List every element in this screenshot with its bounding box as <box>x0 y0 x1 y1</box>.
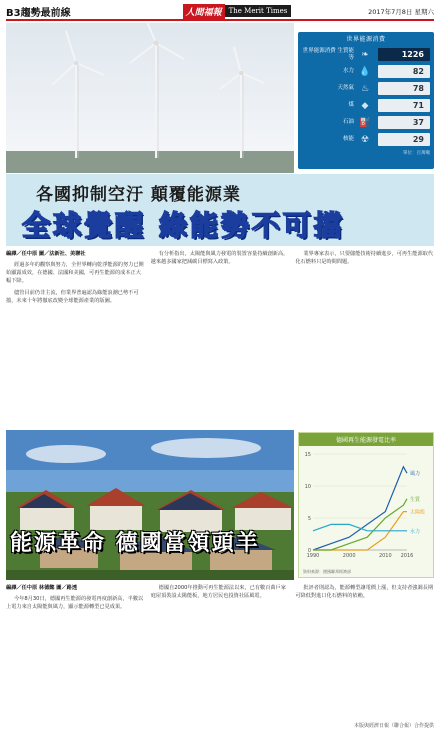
article-2-col-1 <box>6 584 145 719</box>
series-label: 水力 <box>410 528 421 535</box>
leaf-icon: ❧ <box>361 49 369 60</box>
infographic-row-label: 世界能源消費 生質能等 <box>302 48 354 61</box>
masthead <box>183 4 292 18</box>
infographic-row-value: 82 <box>378 65 430 78</box>
article-1-paragraph: 儘管目前仍非主流，但業界普遍認為綠能浪潮已勢不可擋，未來十年將徹底改變全球能源產業的版圖。 <box>6 290 139 304</box>
y-tick-label: 15 <box>304 452 311 458</box>
series-label: 生質 <box>410 496 421 503</box>
article-2-paragraph: 批評者則認為，能源轉型讓電價上漲，但支持者強調長期可降低對進口化石燃料的依賴。 <box>295 585 434 599</box>
article-2-col-2 <box>151 584 290 719</box>
infographic-unit-note: 單位：百萬噸 <box>403 151 430 156</box>
infographic-row-value: 71 <box>378 99 430 112</box>
article-2 <box>6 584 434 719</box>
infographic-row-value: 37 <box>378 116 430 129</box>
article-2-paragraph: 今年8月30日，德國再生能源的發電再度創新高，半數以上電力來自太陽能與風力，顯示能源轉型已見成果。 <box>6 596 144 610</box>
y-tick-label: 5 <box>307 516 311 522</box>
section-label: B3趨勢最前線 <box>6 7 71 19</box>
infographic-row-label: 石油 <box>342 119 354 126</box>
masthead-english: The Merit Times <box>225 5 292 17</box>
infographic-rows <box>302 46 430 148</box>
infographic-row-label: 核能 <box>342 136 354 143</box>
infographic-row-label: 水力 <box>342 68 354 75</box>
page-header <box>6 3 434 19</box>
infographic-row-value: 78 <box>378 82 430 95</box>
footer-credit: 本版與經濟日報（聯合報）合作提供 <box>353 723 434 729</box>
infographic-title: 世界能源消費 <box>346 36 386 43</box>
renewable-share-chart <box>298 432 434 578</box>
series-label: 風力 <box>410 471 421 478</box>
oil-icon: ⛽ <box>359 117 371 128</box>
header-rule <box>6 19 434 21</box>
chart-plot <box>299 446 433 564</box>
infographic-row-value: 1226 <box>378 48 430 61</box>
article-1-col-3 <box>295 250 434 428</box>
article-2-byline: 編譯／任中原 林德懿 圖／路透 <box>6 585 78 591</box>
wind-turbines-photo <box>6 23 294 173</box>
chart-title: 德國再生能源發電比率 <box>299 433 433 446</box>
infographic-row-label: 天然氣 <box>337 85 354 92</box>
article-1-col-2 <box>151 250 290 428</box>
energy-consumption-infographic <box>298 32 434 169</box>
masthead-logo: 人間福報 <box>183 4 225 19</box>
infographic-row <box>302 97 430 114</box>
y-tick-label: 10 <box>304 484 311 490</box>
infographic-row <box>302 114 430 131</box>
series-line-生質 <box>313 499 407 550</box>
infographic-row-label: 煤 <box>348 102 354 109</box>
coal-icon: ◆ <box>361 100 369 111</box>
infographic-row <box>302 80 430 97</box>
article-1-byline: 編譯／任中原 圖／法新社、美聯社 <box>6 251 86 257</box>
series-label: 太陽能 <box>410 509 426 516</box>
x-tick-label: 2016 <box>400 553 414 559</box>
article-1-paragraph: 業界專家表示，只要儲能技術持續進步，可再生能源取代化石燃料只是時間問題。 <box>295 251 434 265</box>
article-1-paragraph: 經過多年的觀察與努力，全世界轉向乾淨能源的努力已開始顯露成效，在德國、法國和美國，可再生能源的成本正大幅下降。 <box>6 262 144 284</box>
article-2-col-3 <box>295 584 434 719</box>
x-tick-label: 1990 <box>306 553 320 559</box>
infographic-row <box>302 46 430 63</box>
x-tick-label: 2010 <box>378 553 392 559</box>
subheadline: 各國抑制空汙 顛覆能源業 <box>36 185 241 205</box>
infographic-row <box>302 63 430 80</box>
bottom-headline: 能源革命 德國當領頭羊 <box>10 531 260 556</box>
article-1-col-1 <box>6 250 145 428</box>
solar-village-photo <box>6 430 294 580</box>
issue-date: 2017年7月8日 星期六 <box>368 7 434 16</box>
gas-flame-icon: ♨ <box>360 83 370 94</box>
infographic-row <box>302 131 430 148</box>
x-tick-label: 2000 <box>342 553 356 559</box>
article-2-paragraph: 德國自2000年推動可再生能源法以來，已有數百萬戶家庭屋頂裝設太陽能板，地方居民也投資社區風電。 <box>150 585 286 599</box>
water-drop-icon: 💧 <box>359 66 371 77</box>
series-line-風力 <box>313 467 407 550</box>
infographic-row-value: 29 <box>378 133 430 146</box>
y-tick-label: 0 <box>307 548 311 554</box>
article-1 <box>6 250 434 428</box>
main-headline: 全球覺醒 綠能勢不可擋 <box>22 209 345 242</box>
nuclear-icon: ☢ <box>360 134 370 145</box>
chart-source: 資料來源：德國聯邦經濟部 <box>303 569 351 574</box>
article-1-paragraph: 有分析指出，太陽能與風力發電的裝置容量持續創新高，越來越多國家把減碳目標寫入政策。 <box>150 251 289 265</box>
